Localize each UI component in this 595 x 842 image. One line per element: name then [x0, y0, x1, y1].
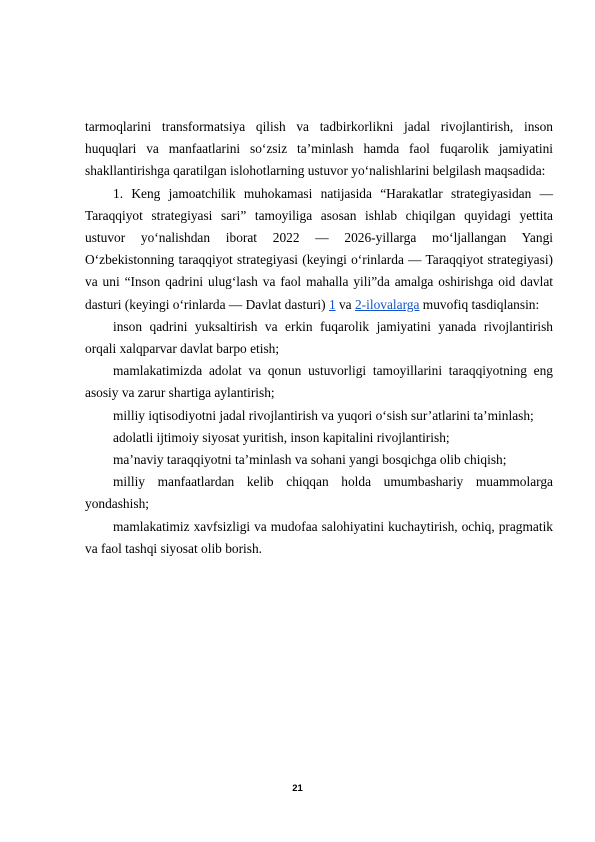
document-body: [85, 116, 553, 560]
appendix-2-link[interactable]: 2-ilovalarga: [354, 296, 420, 312]
clause-1-and: va: [335, 296, 355, 312]
priority-item: adolatli ijtimoiy siyosat yuritish, inson kapitalini rivojlantirish;: [113, 429, 450, 445]
paragraph-clause-1: [85, 183, 553, 316]
priority-item: ma’naviy taraqqiyotni ta’minlash va sohani yangi bosqichga olib chiqish;: [113, 452, 507, 468]
priority-item: milliy manfaatlardan kelib chiqqan holda umumbashariy muammolarga yondashish;: [85, 474, 553, 512]
priority-item: inson qadrini yuksaltirish va erkin fuqarolik jamiyatini yanada rivojlantirish orqali xalqparvar davlat barpo etish;: [85, 318, 553, 357]
appendix-1-link[interactable]: 1: [328, 296, 336, 312]
clause-1-tail: muvofiq tasdiqlansin:: [419, 296, 540, 312]
page-number: 21: [292, 783, 303, 794]
priority-item: mamlakatimiz xavfsizligi va mudofaa salohiyatini kuchaytirish, ochiq, pragmatik va faol tashqi siyosat olib borish.: [85, 518, 553, 556]
paragraph-intro: tarmoqlarini transformatsiya qilish va tadbirkorlikni jadal rivojlantirish, inson huquqlari va manfaatlarini so‘zsiz ta’minlash hamda faol fuqarolik jamiyatini shakllantirishga qaratilgan islohotlarning ustuvor yo‘nalishlarini belgilash maqsadida:: [85, 119, 553, 179]
clause-1-text: 1. Keng jamoatchilik muhokamasi natijasida “Harakatlar strategiyasidan — Taraqqiyot strategiyasi sari” tamoyiliga asosan ishlab chiqilgan quyidagi yettita ustuvor yo‘nalishdan iborat 2022 — 2026-yillarga mo‘ljallangan Yangi O‘zbekistonning taraqqiyot strategiyasi (keyingi o‘rinlarda — Taraqqiyot strategiyasi) va uni “Inson qadrini ulug‘lash va faol mahalla yili”da amalga oshirishga oid davlat dasturi (keyingi o‘rinlarda — Davlat dasturi): [85, 185, 553, 312]
priority-item: milliy iqtisodiyotni jadal rivojlantirish va yuqori o‘sish sur’atlarini ta’minlash;: [113, 407, 534, 423]
priority-item: mamlakatimizda adolat va qonun ustuvorligi tamoyillarini taraqqiyotning eng asosiy va zarur shartiga aylantirish;: [85, 363, 553, 401]
